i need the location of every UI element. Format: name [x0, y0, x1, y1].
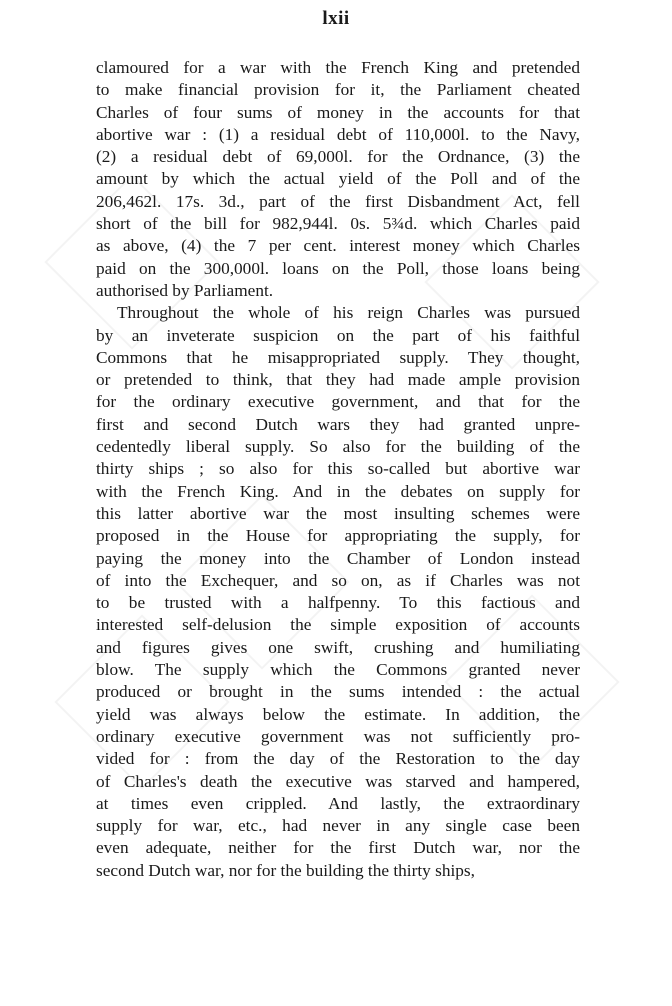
text-line: at times even crippled. And lastly, the extraordinary [96, 793, 580, 813]
text-line: of into the Exchequer, and so on, as if Charles was not [96, 570, 580, 590]
text-line: 206,462l. 17s. 3d., part of the first Disbandment Act, fell [96, 191, 580, 211]
text-line: ordinary executive government was not sufficiently pro- [96, 726, 580, 746]
text-line: produced or brought in the sums intended : the actual [96, 682, 580, 702]
text-line: first and second Dutch wars they had granted unpre- [96, 414, 580, 434]
text-line: this latter abortive war the most insulting schemes were [96, 503, 580, 523]
text-line: abortive war : (1) a residual debt of 110,000l. to the Navy, [96, 124, 580, 144]
text-line: proposed in the House for appropriating the supply, for [96, 526, 580, 546]
text-line: supply for war, etc., had never in any single case been [96, 816, 580, 836]
text-line: (2) a residual debt of 69,000l. for the Ordnance, (3) the [96, 147, 580, 167]
page-number: lxii [322, 8, 350, 29]
text-line: Charles of four sums of money in the accounts for that [96, 102, 580, 122]
text-line: authorised by Parliament. [96, 280, 274, 300]
text-line: with the French King. And in the debates on supply for [96, 481, 580, 501]
paragraph [96, 57, 580, 302]
text-line: for the ordinary executive government, and that for the [96, 392, 580, 412]
text-line: amount by which the actual yield of the Poll and of the [96, 169, 580, 189]
text-line: paying the money into the Chamber of London instead [96, 548, 580, 568]
text-line: yield was always below the estimate. In addition, the [96, 704, 580, 724]
text-line: even adequate, neither for the first Dutch war, nor the [96, 838, 580, 858]
body-text [96, 57, 580, 882]
text-line: and figures gives one swift, crushing and humiliating [96, 637, 580, 657]
text-line: short of the bill for 982,944l. 0s. 5¾d. which Charles paid [96, 214, 580, 234]
text-line: paid on the 300,000l. loans on the Poll, those loans being [96, 258, 580, 278]
text-line: Commons that he misappropriated supply. They thought, [96, 347, 580, 367]
text-line: thirty ships ; so also for this so-called but abortive war [96, 459, 580, 479]
paragraph [96, 302, 580, 882]
text-line: clamoured for a war with the French King and pretended [96, 58, 580, 77]
text-line: Throughout the whole of his reign Charles was pursued [117, 303, 580, 323]
text-line: blow. The supply which the Commons granted never [96, 660, 580, 680]
text-line: vided for : from the day of the Restoration to the day [96, 749, 580, 769]
text-line: as above, (4) the 7 per cent. interest money which Charles [96, 236, 580, 256]
text-line: cedentedly liberal supply. So also for the building of the [96, 437, 580, 457]
text-line: interested self-delusion the simple exposition of accounts [96, 615, 580, 635]
text-line: or pretended to think, that they had made ample provision [96, 370, 580, 390]
text-line: by an inveterate suspicion on the part of his faithful [96, 325, 580, 345]
text-line: to make financial provision for it, the Parliament cheated [96, 80, 580, 100]
text-line: to be trusted with a halfpenny. To this factious and [96, 593, 580, 613]
text-line: second Dutch war, nor for the building the thirty ships, [96, 860, 475, 880]
text-line: of Charles's death the executive was starved and hampered, [96, 771, 580, 791]
